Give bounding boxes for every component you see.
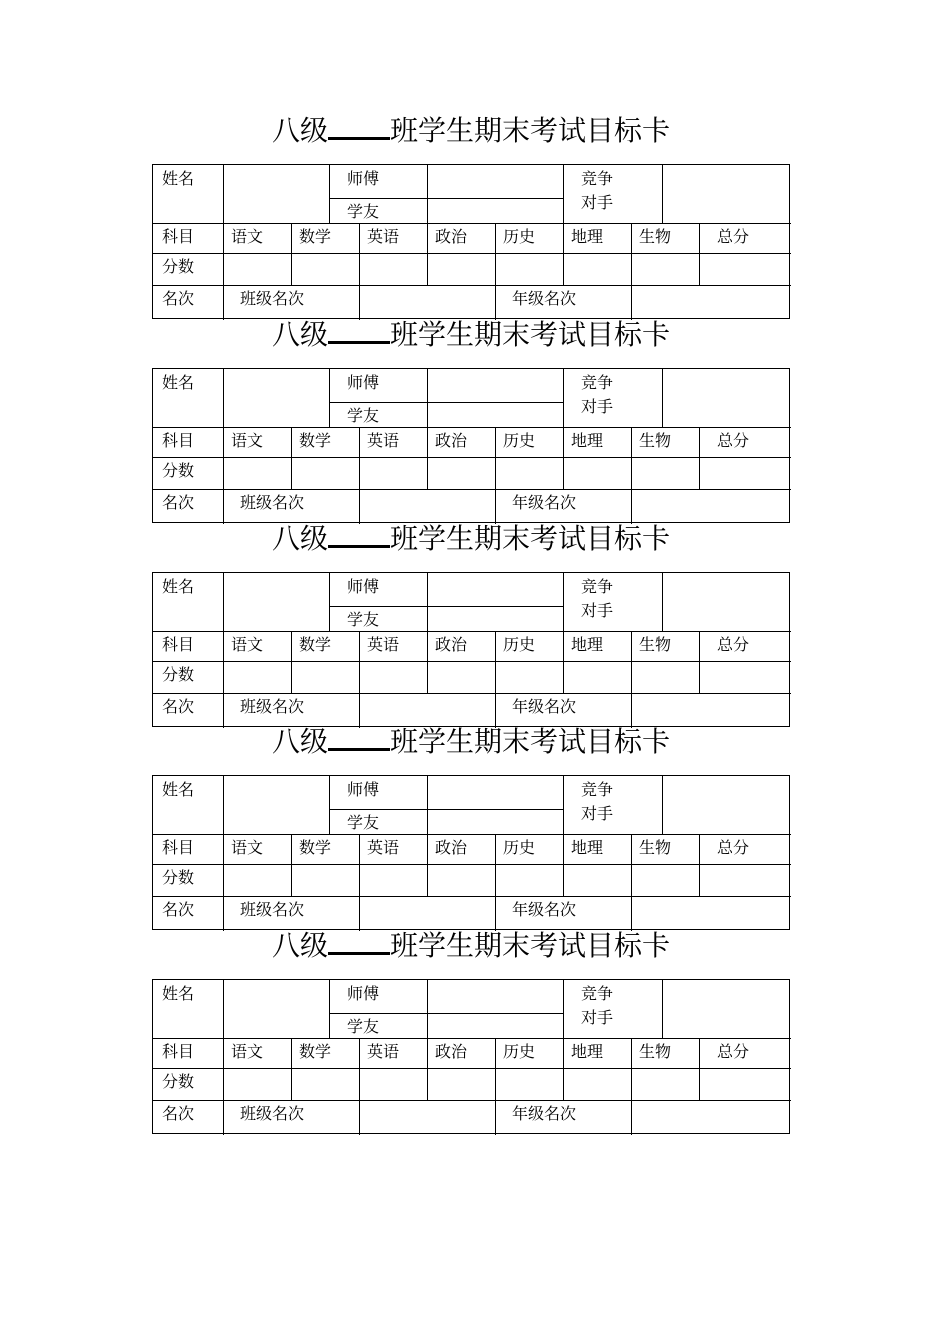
class-rank-label: 班级名次 <box>240 900 305 919</box>
subject-header: 英语 <box>367 227 400 246</box>
rank-label: 名次 <box>162 1104 195 1123</box>
subject-header: 地理 <box>571 227 604 246</box>
subject-header: 数学 <box>299 1042 332 1061</box>
score-input[interactable] <box>224 254 291 285</box>
card-title <box>152 317 790 353</box>
score-input[interactable] <box>564 254 631 285</box>
title-card-text: 班学生期末考试目标卡 <box>390 114 671 147</box>
class-rank-label: 班级名次 <box>240 697 305 716</box>
score-input[interactable] <box>564 662 631 693</box>
subject-header: 总分 <box>717 431 750 450</box>
grade-rank-label: 年级名次 <box>512 289 577 308</box>
classmate-label: 学友 <box>347 406 380 425</box>
subject-header: 政治 <box>435 838 468 857</box>
grade-rank-label: 年级名次 <box>512 1104 577 1123</box>
grade-rank-input[interactable] <box>632 286 790 320</box>
score-input[interactable] <box>496 1069 563 1100</box>
table-vertical-rule <box>495 489 496 524</box>
score-input[interactable] <box>496 458 563 489</box>
subject-header: 地理 <box>571 838 604 857</box>
score-input[interactable] <box>496 865 563 896</box>
rival-field[interactable] <box>663 980 790 1038</box>
target-card-table <box>152 572 790 727</box>
rival-field[interactable] <box>663 573 790 631</box>
subject-header: 生物 <box>639 1042 672 1061</box>
title-card-text: 班学生期末考试目标卡 <box>390 929 671 962</box>
rival-field[interactable] <box>663 165 790 223</box>
subject-header: 英语 <box>367 838 400 857</box>
table-vertical-rule <box>563 980 564 1038</box>
subject-header: 地理 <box>571 1042 604 1061</box>
score-input[interactable] <box>292 254 359 285</box>
score-input[interactable] <box>632 254 699 285</box>
mentor-label: 师傅 <box>347 577 380 596</box>
mentor-field[interactable] <box>428 980 563 1013</box>
table-horizontal-rule <box>153 834 791 835</box>
classmate-label: 学友 <box>347 813 380 832</box>
grade-rank-input[interactable] <box>632 490 790 524</box>
rival-field[interactable] <box>663 369 790 427</box>
subject-label: 科目 <box>162 431 195 450</box>
subject-header: 语文 <box>231 1042 264 1061</box>
subject-header: 数学 <box>299 838 332 857</box>
score-input[interactable] <box>632 1069 699 1100</box>
rival-label-line2: 对手 <box>581 804 614 823</box>
table-vertical-rule <box>563 573 564 631</box>
subject-header: 生物 <box>639 838 672 857</box>
rival-label-line1: 竞争 <box>581 373 614 392</box>
class-number-blank[interactable] <box>328 113 390 140</box>
mentor-field[interactable] <box>428 369 563 402</box>
mentor-label: 师傅 <box>347 984 380 1003</box>
grade-rank-label: 年级名次 <box>512 900 577 919</box>
subject-header: 政治 <box>435 1042 468 1061</box>
title-grade-text: 八级 <box>271 725 328 758</box>
grade-rank-label: 年级名次 <box>512 493 577 512</box>
subject-header: 数学 <box>299 227 332 246</box>
score-input[interactable] <box>632 458 699 489</box>
title-card-text: 班学生期末考试目标卡 <box>390 725 671 758</box>
class-rank-label: 班级名次 <box>240 493 305 512</box>
table-vertical-rule <box>329 369 330 427</box>
subject-header: 总分 <box>717 227 750 246</box>
table-horizontal-rule <box>153 1038 791 1039</box>
title-grade-text: 八级 <box>271 114 328 147</box>
subject-header: 英语 <box>367 431 400 450</box>
card-title <box>152 724 790 760</box>
class-rank-input[interactable] <box>360 897 495 931</box>
rival-label-line2: 对手 <box>581 601 614 620</box>
rank-label: 名次 <box>162 289 195 308</box>
score-input[interactable] <box>428 662 495 693</box>
table-vertical-rule <box>495 693 496 728</box>
score-input[interactable] <box>360 1069 427 1100</box>
rival-field[interactable] <box>663 776 790 834</box>
class-number-blank[interactable] <box>328 724 390 751</box>
rival-label-line2: 对手 <box>581 193 614 212</box>
class-number-blank[interactable] <box>328 521 390 548</box>
name-label: 姓名 <box>162 780 195 799</box>
rival-label-line1: 竞争 <box>581 577 614 596</box>
score-input[interactable] <box>360 662 427 693</box>
name-field[interactable] <box>224 776 329 834</box>
classmate-field[interactable] <box>428 1014 563 1038</box>
score-label: 分数 <box>162 665 195 684</box>
card-title <box>152 521 790 557</box>
subject-header: 英语 <box>367 635 400 654</box>
rival-label-line1: 竞争 <box>581 984 614 1003</box>
subject-header: 生物 <box>639 227 672 246</box>
subject-header: 生物 <box>639 635 672 654</box>
score-input[interactable] <box>564 458 631 489</box>
classmate-label: 学友 <box>347 202 380 221</box>
subject-header: 政治 <box>435 431 468 450</box>
subject-header: 语文 <box>231 431 264 450</box>
name-label: 姓名 <box>162 169 195 188</box>
subject-header: 总分 <box>717 635 750 654</box>
title-grade-text: 八级 <box>271 929 328 962</box>
title-grade-text: 八级 <box>271 522 328 555</box>
class-rank-label: 班级名次 <box>240 289 305 308</box>
score-input[interactable] <box>632 662 699 693</box>
score-input[interactable] <box>428 458 495 489</box>
class-number-blank[interactable] <box>328 928 390 955</box>
subject-header: 历史 <box>503 431 536 450</box>
subject-header: 地理 <box>571 431 604 450</box>
subject-header: 总分 <box>717 1042 750 1061</box>
subject-header: 数学 <box>299 431 332 450</box>
subject-header: 总分 <box>717 838 750 857</box>
name-field[interactable] <box>224 980 329 1038</box>
table-vertical-rule <box>223 896 224 931</box>
table-horizontal-rule <box>153 427 791 428</box>
score-input[interactable] <box>564 1069 631 1100</box>
table-vertical-rule <box>223 285 224 320</box>
subject-label: 科目 <box>162 635 195 654</box>
grade-rank-input[interactable] <box>632 694 790 728</box>
subject-header: 历史 <box>503 838 536 857</box>
score-input[interactable] <box>700 662 791 693</box>
score-input[interactable] <box>428 1069 495 1100</box>
subject-header: 历史 <box>503 635 536 654</box>
mentor-label: 师傅 <box>347 780 380 799</box>
class-rank-input[interactable] <box>360 1101 495 1135</box>
title-card-text: 班学生期末考试目标卡 <box>390 318 671 351</box>
name-field[interactable] <box>224 369 329 427</box>
score-label: 分数 <box>162 461 195 480</box>
score-input[interactable] <box>700 458 791 489</box>
classmate-label: 学友 <box>347 1017 380 1036</box>
score-input[interactable] <box>224 662 291 693</box>
name-label: 姓名 <box>162 577 195 596</box>
mentor-label: 师傅 <box>347 373 380 392</box>
score-input[interactable] <box>428 254 495 285</box>
rival-label-line1: 竞争 <box>581 169 614 188</box>
score-input[interactable] <box>700 1069 791 1100</box>
grade-rank-label: 年级名次 <box>512 697 577 716</box>
table-vertical-rule <box>495 896 496 931</box>
classmate-field[interactable] <box>428 403 563 427</box>
score-input[interactable] <box>700 865 791 896</box>
table-vertical-rule <box>329 573 330 631</box>
name-label: 姓名 <box>162 984 195 1003</box>
name-field[interactable] <box>224 573 329 631</box>
subject-header: 历史 <box>503 227 536 246</box>
score-input[interactable] <box>224 1069 291 1100</box>
rank-label: 名次 <box>162 900 195 919</box>
grade-rank-input[interactable] <box>632 897 790 931</box>
mentor-field[interactable] <box>428 776 563 809</box>
score-input[interactable] <box>632 865 699 896</box>
score-input[interactable] <box>292 662 359 693</box>
card-title <box>152 113 790 149</box>
classmate-field[interactable] <box>428 810 563 834</box>
table-vertical-rule <box>329 776 330 834</box>
score-input[interactable] <box>292 865 359 896</box>
table-vertical-rule <box>329 165 330 223</box>
target-card-table <box>152 979 790 1134</box>
subject-header: 语文 <box>231 227 264 246</box>
subject-header: 地理 <box>571 635 604 654</box>
score-input[interactable] <box>360 458 427 489</box>
rival-label-line2: 对手 <box>581 397 614 416</box>
score-input[interactable] <box>496 254 563 285</box>
score-input[interactable] <box>360 865 427 896</box>
grade-rank-input[interactable] <box>632 1101 790 1135</box>
score-label: 分数 <box>162 1072 195 1091</box>
table-vertical-rule <box>329 980 330 1038</box>
class-rank-input[interactable] <box>360 286 495 320</box>
name-field[interactable] <box>224 165 329 223</box>
score-input[interactable] <box>292 1069 359 1100</box>
class-rank-label: 班级名次 <box>240 1104 305 1123</box>
score-input[interactable] <box>224 865 291 896</box>
table-vertical-rule <box>223 489 224 524</box>
table-vertical-rule <box>563 165 564 223</box>
rival-label-line1: 竞争 <box>581 780 614 799</box>
mentor-field[interactable] <box>428 573 563 606</box>
score-label: 分数 <box>162 257 195 276</box>
subject-header: 数学 <box>299 635 332 654</box>
table-horizontal-rule <box>153 223 791 224</box>
table-vertical-rule <box>223 1100 224 1135</box>
subject-header: 生物 <box>639 431 672 450</box>
subject-header: 语文 <box>231 838 264 857</box>
title-card-text: 班学生期末考试目标卡 <box>390 522 671 555</box>
subject-label: 科目 <box>162 1042 195 1061</box>
table-horizontal-rule <box>153 631 791 632</box>
score-input[interactable] <box>360 254 427 285</box>
score-input[interactable] <box>428 865 495 896</box>
subject-label: 科目 <box>162 838 195 857</box>
score-input[interactable] <box>224 458 291 489</box>
table-vertical-rule <box>563 369 564 427</box>
table-vertical-rule <box>223 693 224 728</box>
score-input[interactable] <box>564 865 631 896</box>
score-input[interactable] <box>496 662 563 693</box>
title-grade-text: 八级 <box>271 318 328 351</box>
rank-label: 名次 <box>162 697 195 716</box>
score-label: 分数 <box>162 868 195 887</box>
name-label: 姓名 <box>162 373 195 392</box>
rank-label: 名次 <box>162 493 195 512</box>
subject-label: 科目 <box>162 227 195 246</box>
target-card-table <box>152 164 790 319</box>
subject-header: 历史 <box>503 1042 536 1061</box>
mentor-label: 师傅 <box>347 169 380 188</box>
class-number-blank[interactable] <box>328 317 390 344</box>
score-input[interactable] <box>700 254 791 285</box>
subject-header: 语文 <box>231 635 264 654</box>
card-title <box>152 928 790 964</box>
classmate-label: 学友 <box>347 610 380 629</box>
classmate-field[interactable] <box>428 199 563 223</box>
target-card-table <box>152 775 790 930</box>
table-vertical-rule <box>495 1100 496 1135</box>
subject-header: 英语 <box>367 1042 400 1061</box>
table-vertical-rule <box>563 776 564 834</box>
score-input[interactable] <box>292 458 359 489</box>
classmate-field[interactable] <box>428 607 563 631</box>
table-vertical-rule <box>495 285 496 320</box>
target-card-table <box>152 368 790 523</box>
subject-header: 政治 <box>435 635 468 654</box>
subject-header: 政治 <box>435 227 468 246</box>
class-rank-input[interactable] <box>360 694 495 728</box>
mentor-field[interactable] <box>428 165 563 198</box>
rival-label-line2: 对手 <box>581 1008 614 1027</box>
class-rank-input[interactable] <box>360 490 495 524</box>
